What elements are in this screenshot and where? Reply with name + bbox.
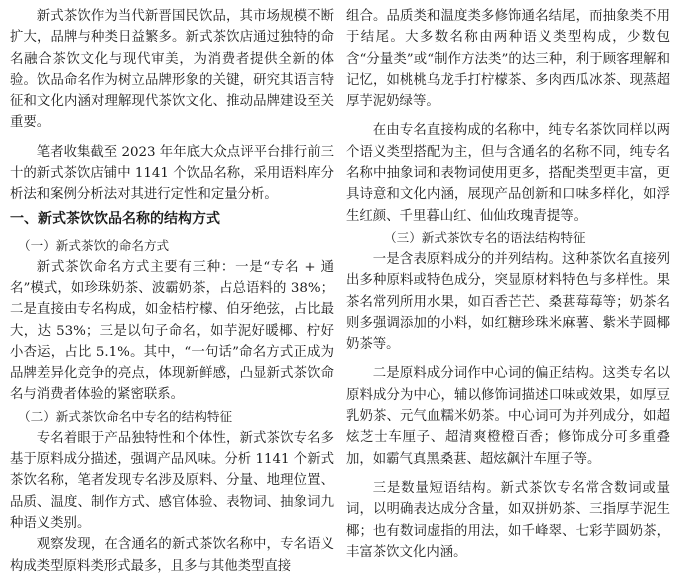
section-heading-structure: 一、新式茶饮饮品名称的结构方式	[10, 210, 220, 227]
paragraph-modifier-structure: 二是原料成分词作中心词的偏正结构。这类专名以原料成分为中心，辅以修饰词描述口味或效果，如厚豆乳奶茶、元气血糯米奶茶。中心词可为并列成分，如超炫芝士车厘子、超清爽橙橙百香；修饰成分可多重叠加，如霸气真黑桑葚、超炫飙汁车厘子等。	[346, 366, 670, 467]
paragraph-gap	[10, 134, 334, 142]
paragraph-quantity-structure: 三是数量短语结构。新式茶饮专名常含数词或量词，以明确表达成分含量，如双拼奶茶、三指厚芋泥生椰；也有数词虚指的用法，如千峰翠、七彩芋圆奶茶，丰富茶饮文化内涵。	[346, 480, 670, 560]
paragraph-gap	[346, 355, 670, 363]
paragraph-gap	[346, 470, 670, 478]
left-column	[10, 6, 334, 577]
subsection-heading-grammar: （三）新式茶饮专名的语法结构特征	[384, 229, 586, 245]
paragraph-observation: 观察发现，在含通名的新式茶饮名称中，专名语义构成类型原料类形式最多，且多与其他类型直接	[10, 537, 334, 574]
paragraph-naming-methods: 新式茶饮命名方式主要有三种：一是“专名 + 通名”模式，如珍珠奶茶、波霸奶茶，占总语料的 38%；二是直接由专名构成，如金桔柠檬、伯牙绝弦，占比最大，达 53%；三是以句子命名，如芋泥好暖椰、柠好小杏运，占比 5.1%。其中，“一句话”命名方式正成为品牌差异化竞争的亮点，体现新鲜感，凸显新式茶饮命名与消费者体验的紧密联系。	[10, 259, 334, 403]
paragraph-pure-proper-names: 在由专名直接构成的名称中，纯专名茶饮同样以两个语义类型搭配为主，但与含通名的名称不同，纯专名名称中抽象词和表物词使用更多，搭配类型更丰富，更具诗意和文化内涵，展现产品创新和口味多样化，如浮生红颜、千里暮山红、仙仙玫瑰青提等。	[346, 123, 670, 224]
paragraph-coordinate-structure: 一是含表原料成分的并列结构。这种茶饮名直接列出多种原料或特色成分，突显原材料特色与多样性。果茶名常列所用水果，如百香芒芒、桑葚莓莓等；奶茶名则多强调添加的小料，如红糖珍珠米麻薯、紫米芋圆椰奶茶等。	[346, 251, 670, 353]
paragraph-intro: 新式茶饮作为当代新晋国民饮品，其市场规模不断扩大，品牌与种类日益繁多。新式茶饮店通过独特的命名融合茶饮文化与现代审美，为消费者提供全新的体验。饮品命名作为树立品牌形象的关键，研究其语言特征和文化内涵对理解现代茶饮文化、推动品牌建设至关重要。	[10, 9, 334, 131]
paragraph-proper-name-features: 专名着眼于产品独特性和个体性，新式茶饮专名多基于原料成分描述，强调产品风味。分析 1141 个新式茶饮名称，笔者发现专名涉及原料、分量、地理位置、品质、温度、制作方式、感官体验、表物词、抽象词九种语义类别。	[10, 430, 334, 531]
subsection-heading-naming-methods: （一）新式茶饮的命名方式	[18, 237, 170, 253]
paragraph-continuation: 组合。品质类和温度类多修饰通名结尾，而抽象类不用于结尾。大多数名称由两种语义类型构成，少数包含“分量类”或“制作方法类”的达三种，利于顾客理解和记忆，如桃桃乌龙手打柠檬茶、多肉西瓜冰茶、现蒸超厚芋泥奶绿等。	[346, 9, 670, 110]
subsection-heading-proper-name-structure: （二）新式茶饮命名中专名的结构特征	[18, 408, 233, 424]
paragraph-gap	[346, 112, 670, 120]
right-column	[346, 6, 670, 563]
paragraph-data-source: 笔者收集截至 2023 年年底大众点评平台排行前三十的新式茶饮店铺中 1141 个饮品名称，采用语料库分析法和案例分析法对其进行定性和定量分析。	[10, 144, 334, 203]
